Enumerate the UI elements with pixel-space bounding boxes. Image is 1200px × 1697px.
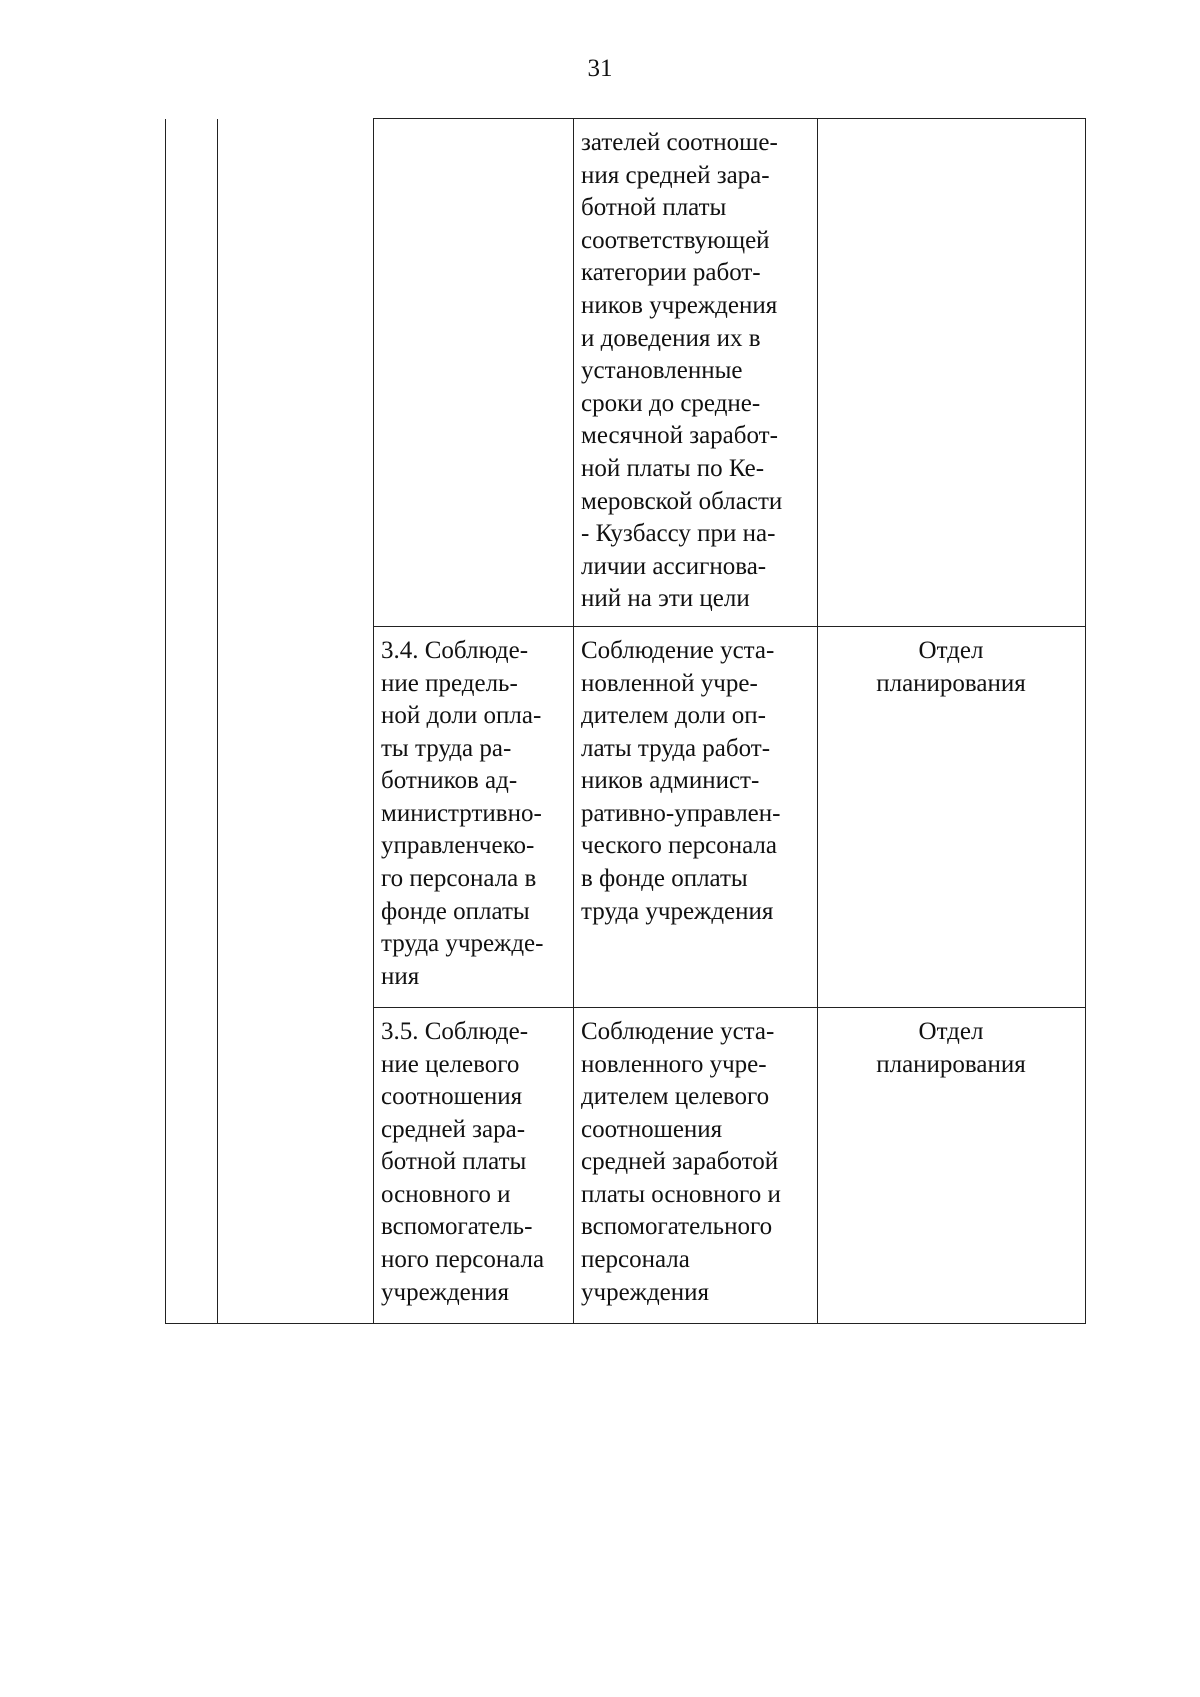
description-cell: зателей соотноше- ния средней зара- ботной платы соответствующей категории работ- ников учреждения и доведения их в установленные сроки до средне- месячной заработ- ной платы по Ке- меровской области - Кузбассу при на- личии ассигнова- ний на эти цели [574,119,818,627]
row-number-cell [166,119,218,627]
responsible-cell: Отдел планирования [818,1007,1086,1323]
goal-cell [218,626,374,1007]
description-cell: Соблюдение уста- новленной учре- дителем доли оп- латы труда работ- ников админист- ративно-управлен- ческого персонала в фонде оплаты труда учреждения [574,626,818,1007]
measures-table [165,118,1086,1324]
table-row [166,626,1086,1007]
responsible-cell: Отдел планирования [818,626,1086,1007]
measure-cell: 3.4. Соблюде- ние предель- ной доли опла- ты труда ра- ботников ад- министртивно- управленчеко- го персонала в фонде оплаты труда учрежде- ния [374,626,574,1007]
table-row [166,119,1086,627]
row-number-cell [166,626,218,1007]
row-number-cell [166,1007,218,1323]
table-row [166,1007,1086,1323]
goal-cell [218,1007,374,1323]
responsible-cell [818,119,1086,627]
measure-cell: 3.5. Соблюде- ние целевого соотношения средней зара- ботной платы основного и вспомогатель- ного персонала учреждения [374,1007,574,1323]
description-cell: Соблюдение уста- новленного учре- дителем целевого соотношения средней заработой платы основного и вспомогательного персонала учреждения [574,1007,818,1323]
measure-cell [374,119,574,627]
page-number: 31 [587,55,613,82]
goal-cell [218,119,374,627]
